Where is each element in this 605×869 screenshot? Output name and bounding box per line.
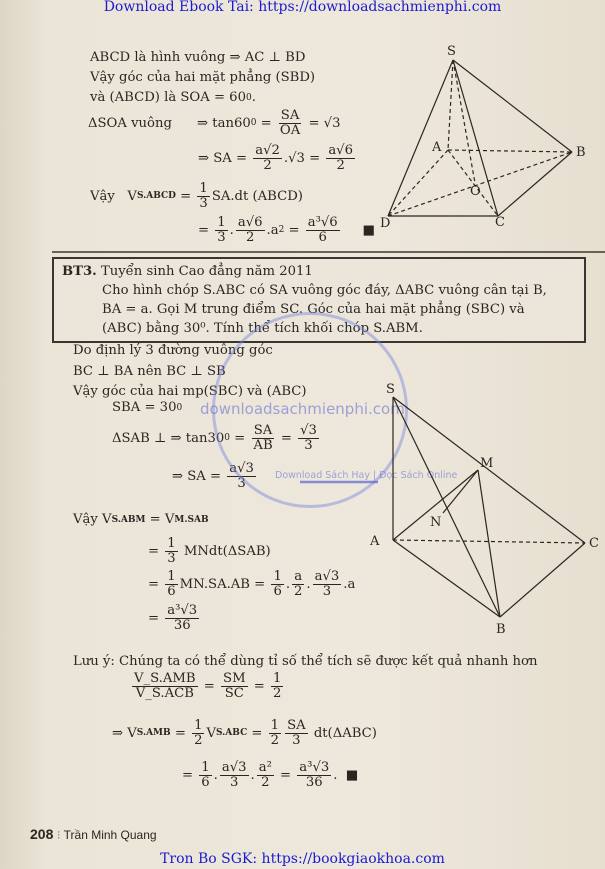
numerator: V_S.AMB (134, 671, 196, 686)
label-n: N (430, 515, 442, 530)
text: = (199, 678, 220, 694)
text: ABCD là hình vuông ⇒ AC ⊥ BD (90, 50, 306, 65)
text: V (206, 725, 216, 741)
numerator: 1 (270, 718, 280, 733)
text: = (148, 543, 164, 559)
text: = (275, 767, 296, 783)
numerator: a³√6 (307, 215, 338, 230)
text: .√3 = (283, 150, 325, 166)
text: và (ABCD) là SOA = 60 (90, 90, 246, 105)
superscript: 0 (176, 402, 183, 413)
watermark-tagline: Download Sách Hay | Đọc Sách Online (275, 470, 458, 481)
numerator: a³√3 (299, 760, 330, 775)
text: ⇒ SA = (198, 150, 252, 166)
exercise-title: Tuyển sinh Cao đẳng năm 2011 (100, 264, 313, 279)
denominator: 2 (336, 157, 345, 173)
text: Vậy V (90, 188, 137, 204)
text: Vậy góc của hai mặt phẳng (SBD) (90, 70, 316, 85)
denominator: 2 (273, 685, 282, 701)
author-name: Trần Minh Quang (63, 828, 157, 842)
denominator: V_S.ACB (135, 685, 194, 701)
numerator: a√3 (221, 760, 247, 775)
numerator: SA (253, 423, 273, 438)
superscript: 0 (224, 433, 230, 444)
label-c: C (495, 215, 505, 230)
footer-sgk-link[interactable]: Tron Bo SGK: https://bookgiaokhoa.com (160, 851, 445, 867)
text: Vậy V (73, 512, 112, 527)
denominator: 3 (304, 437, 313, 453)
header-download-link[interactable]: Download Ebook Tai: https://downloadsachmienphi.com (103, 0, 502, 15)
text: = (247, 725, 267, 741)
denominator: OA (279, 122, 301, 138)
denominator: 2 (245, 229, 255, 245)
text: . (251, 90, 256, 105)
text: = (229, 430, 250, 446)
text: = (256, 115, 276, 131)
subscript: S.ABCD (136, 191, 176, 202)
numerator: 1 (273, 569, 282, 584)
exercise-label: BT3. (62, 264, 97, 279)
text: Vậy góc của hai mp(SBC) và (ABC) (73, 384, 307, 399)
denominator: 3 (217, 229, 226, 245)
exercise-line: (ABC) bằng 30⁰. Tính thể tích khối chóp S.ABM. (102, 321, 423, 336)
numerator: 1 (273, 671, 282, 686)
label-m: M (480, 456, 494, 471)
exercise-line: BA = a. Gọi M trung điểm SC. Góc của hai mặt phẳng (SBC) và (102, 302, 525, 317)
footer-separator: ⁝ (56, 828, 64, 842)
numerator: a√2 (255, 143, 280, 158)
denominator: 36 (173, 617, 191, 633)
numerator: a (294, 569, 303, 584)
denominator: 3 (292, 732, 301, 748)
denominator: 2 (294, 583, 303, 599)
denominator: 3 (322, 583, 332, 599)
numerator: a√6 (328, 143, 353, 158)
label-s: S (386, 382, 395, 397)
denominator: 3 (167, 550, 176, 566)
numerator: a√3 (229, 461, 254, 476)
numerator: 1 (201, 760, 210, 775)
watermark-site: downloadsachmienphi.com (200, 400, 405, 418)
text: SA.dt (ABCD) (211, 188, 303, 204)
label-b: B (496, 622, 506, 637)
text: . ■ (333, 767, 359, 783)
subscript: M.SAB (174, 514, 209, 525)
subscript: S.AMB (136, 728, 171, 739)
text: = (175, 188, 196, 204)
denominator: 2 (194, 732, 203, 748)
numerator: SA (280, 108, 300, 123)
exercise-line: Cho hình chóp S.ABC có SA vuông góc đáy, ΔABC vuông cân tại B, (102, 283, 547, 298)
text: = √3 (304, 115, 341, 131)
text: . (250, 767, 255, 783)
text: = V (145, 512, 175, 527)
text: MNdt(ΔSAB) (179, 543, 271, 559)
denominator: SC (224, 685, 244, 701)
text: . (285, 576, 291, 592)
text: .a (266, 222, 279, 238)
text: = (148, 610, 164, 626)
superscript: 0 (250, 118, 257, 129)
label-s: S (447, 44, 456, 59)
text: dt(ΔABC) (309, 725, 377, 741)
label-c: C (589, 536, 599, 551)
denominator: 2 (263, 157, 272, 173)
numerator: a√3 (314, 569, 340, 584)
numerator: SM (223, 671, 246, 686)
denominator: 3 (237, 475, 246, 491)
numerator: 1 (167, 569, 176, 584)
text: = (170, 725, 191, 741)
text: MN.SA.AB = (179, 576, 270, 592)
text: = (276, 430, 297, 446)
text: Do định lý 3 đường vuông góc (73, 343, 273, 358)
figure-2-pyramid (393, 397, 585, 617)
denominator: 6 (318, 229, 327, 245)
text: BC ⊥ BA nên BC ⊥ SB (73, 364, 226, 379)
text: Lưu ý: Chúng ta có thể dùng tỉ số thể tích sẽ được kết quả nhanh hơn (73, 654, 538, 669)
subscript: S.ABM (111, 514, 146, 525)
label-a: A (370, 534, 380, 549)
text: ⇒ V (112, 725, 137, 741)
text: SBA = 30 (112, 400, 177, 415)
denominator: 6 (167, 583, 176, 599)
text: ⇒ SA = (172, 468, 226, 484)
superscript: 2 (278, 225, 285, 236)
page-footer (30, 826, 157, 842)
label-a: A (432, 140, 442, 155)
denominator: 2 (261, 774, 270, 790)
numerator: 1 (217, 215, 226, 230)
subscript: S.ABC (216, 728, 248, 739)
text: = (249, 678, 270, 694)
numerator: a√6 (237, 215, 263, 230)
label-o: O (470, 184, 481, 199)
text: .a (343, 576, 356, 592)
text: = (284, 222, 304, 238)
page-number: 208 (30, 826, 54, 842)
denominator: 3 (229, 774, 239, 790)
numerator: 1 (199, 181, 208, 196)
denominator: 6 (273, 583, 282, 599)
numerator: a² (258, 760, 272, 775)
text: ΔSAB ⊥ ⇒ tan30 (112, 430, 225, 446)
superscript: 0 (245, 92, 252, 103)
numerator: 1 (194, 718, 203, 733)
text: = (148, 576, 164, 592)
denominator: 2 (270, 732, 280, 748)
numerator: √3 (300, 423, 317, 438)
text: . (229, 222, 234, 238)
text: ■ (341, 222, 376, 238)
numerator: 1 (167, 536, 176, 551)
denominator: 3 (199, 195, 208, 211)
label-b: B (576, 145, 586, 160)
denominator: 36 (305, 774, 323, 790)
numerator: SA (287, 718, 306, 733)
text: ΔSOA vuông ⇒ tan60 (88, 115, 251, 131)
text: . (306, 576, 311, 592)
denominator: 6 (201, 774, 210, 790)
denominator: AB (253, 437, 273, 453)
text: = (182, 767, 198, 783)
text: = (198, 222, 214, 238)
label-d: D (380, 216, 391, 231)
numerator: a³√3 (167, 603, 198, 618)
text: . (213, 767, 218, 783)
